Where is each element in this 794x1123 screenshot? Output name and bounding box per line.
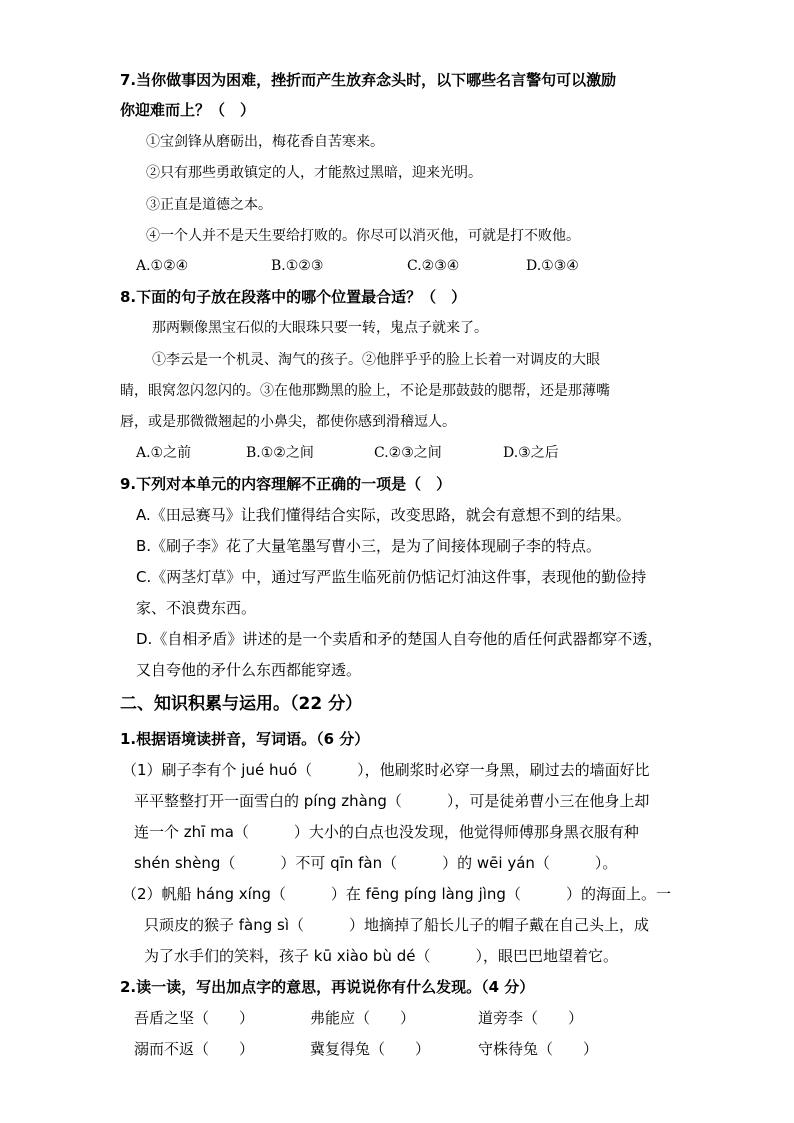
s2q2-item: 吾盾之坚（ ） bbox=[134, 1009, 255, 1027]
s2q1-p2-line3: 为了水手们的笑料，孩子 kū xiào bù dé（ ），眼巴巴地望着它。 bbox=[144, 947, 618, 965]
q8-choice-d[interactable]: D.③之后 bbox=[503, 445, 559, 461]
q9-stem: 9.下列对本单元的内容理解不正确的一项是（ ） bbox=[120, 475, 452, 493]
s2q2-item: 弗能应（ ） bbox=[310, 1009, 416, 1027]
s2q2-stem: 2.读一读，写出加点字的意思，再说说你有什么发现。（4 分） bbox=[120, 978, 535, 996]
q9-choice-c-line1[interactable]: C.《两茎灯草》中，通过写严监生临死前仍惦记灯油这件事，表现他的勤俭持 bbox=[136, 568, 647, 586]
q7-choice-d[interactable]: D.①③④ bbox=[526, 258, 579, 274]
q7-choice-c[interactable]: C.②③④ bbox=[407, 258, 460, 274]
q7-stem-line1: 7.当你做事因为困难，挫折而产生放弃念头时，以下哪些名言警句可以激励 bbox=[120, 71, 617, 89]
s2q1-p1-line2: 平平整整打开一面雪白的 píng zhàng（ ），可是徒弟曹小三在他身上却 bbox=[134, 792, 650, 810]
s2q1-stem: 1.根据语境读拼音，写词语。（6 分） bbox=[120, 730, 370, 748]
q7-item-2: ②只有那些勇敢镇定的人，才能熬过黑暗，迎来光明。 bbox=[146, 165, 482, 181]
q7-choices bbox=[0, 256, 794, 276]
s2q2-item: 溺而不返（ ） bbox=[134, 1040, 255, 1058]
s2q1-p2-line2: 只顽皮的猴子 fàng sì（ ）地摘掉了船长儿子的帽子戴在自己头上，成 bbox=[144, 916, 650, 934]
q9-choice-d-line2: 又自夸他的矛什么东西都能穿透。 bbox=[136, 661, 362, 679]
q7-choice-a[interactable]: A.①②④ bbox=[136, 258, 189, 274]
q9-choice-c-line2: 家、不浪费东西。 bbox=[136, 599, 257, 617]
q8-choice-a[interactable]: A.①之前 bbox=[136, 445, 192, 461]
s2q2-row-1 bbox=[0, 1008, 794, 1028]
q8-paragraph-line1: ①李云是一个机灵、淘气的孩子。②他胖乎乎的脸上长着一对调皮的大眼 bbox=[152, 352, 600, 368]
s2q1-p1-line4: shén shèng（ ）不可 qīn fàn（ ）的 wēi yán（ ）。 bbox=[134, 854, 618, 872]
s2q2-item: 道旁李（ ） bbox=[478, 1009, 584, 1027]
q7-item-4: ④一个人并不是天生要给打败的。你尽可以消灭他，可就是打不败他。 bbox=[146, 228, 580, 244]
q7-item-1: ①宝剑锋从磨砺出，梅花香自苦寒来。 bbox=[146, 134, 384, 150]
s2q1-p1-line3: 连一个 zhī ma（ ）大小的白点也没发现，他觉得师傅那身黑衣服有种 bbox=[134, 823, 639, 841]
s2q1-p2-line1: （2）帆船 háng xíng（ ）在 fēng píng làng jìng（ ）的海面上。一 bbox=[122, 885, 671, 903]
q7-item-3: ③正直是道德之本。 bbox=[146, 197, 272, 213]
s2q2-item: 冀复得兔（ ） bbox=[310, 1040, 431, 1058]
q8-choice-c[interactable]: C.②③之间 bbox=[374, 445, 442, 461]
s2q2-row-2 bbox=[0, 1039, 794, 1059]
q7-stem-line2: 你迎难而上？（ ） bbox=[120, 101, 256, 119]
q8-sentence: 那两颗像黑宝石似的大眼珠只要一转，鬼点子就来了。 bbox=[152, 320, 488, 336]
q9-choice-a[interactable]: A.《田忌赛马》让我们懂得结合实际，改变思路，就会有意想不到的结果。 bbox=[136, 506, 631, 524]
q8-paragraph-line2: 睛，眼窝忽闪忽闪的。③在他那黝黑的脸上，不论是那鼓鼓的腮帮，还是那薄嘴 bbox=[120, 383, 610, 399]
s2q1-p1-line1: （1）刷子李有个 jué huó（ ），他刷浆时必穿一身黑，刷过去的墙面好比 bbox=[122, 761, 650, 779]
q9-choice-d-line1[interactable]: D.《自相矛盾》讲述的是一个卖盾和矛的楚国人自夸他的盾任何武器都穿不透， bbox=[136, 630, 663, 648]
q8-paragraph-line3: 唇，或是那微微翘起的小鼻尖，都使你感到滑稽逗人。 bbox=[120, 414, 456, 430]
q8-choice-b[interactable]: B.①②之间 bbox=[246, 445, 314, 461]
section-2-title: 二、知识积累与运用。（22 分） bbox=[120, 694, 363, 714]
q7-choice-b[interactable]: B.①②③ bbox=[271, 258, 324, 274]
q8-stem: 8.下面的句子放在段落中的哪个位置最合适？（ ） bbox=[120, 288, 467, 306]
q9-choice-b[interactable]: B.《刷子李》花了大量笔墨写曹小三，是为了间接体现刷子李的特点。 bbox=[136, 537, 602, 555]
s2q2-item: 守株待兔（ ） bbox=[478, 1040, 599, 1058]
q8-choices bbox=[0, 443, 794, 463]
